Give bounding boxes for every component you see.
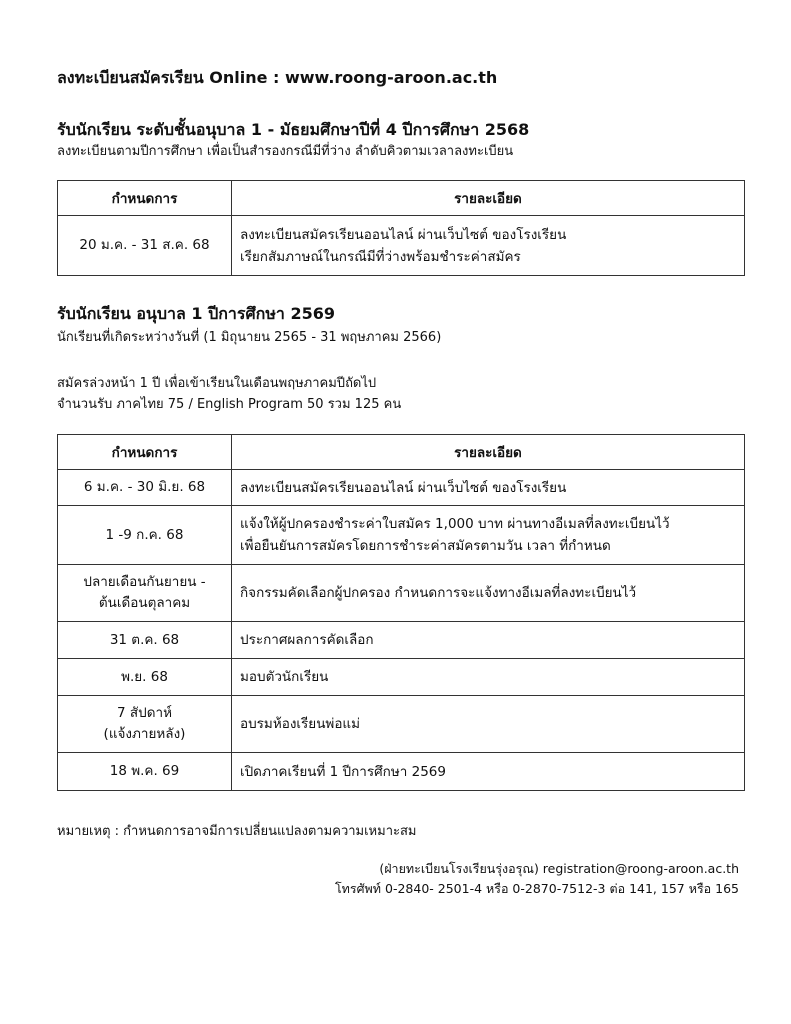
table-cell-date bbox=[58, 659, 232, 696]
table-cell-date bbox=[58, 753, 232, 791]
column-header-detail: รายละเอียด bbox=[232, 181, 745, 216]
table-row bbox=[58, 659, 745, 696]
detail-line: อบรมห้องเรียนพ่อแม่ bbox=[240, 716, 361, 732]
section1-title: รับนักเรียน ระดับชั้นอนุบาล 1 - มัธยมศึกษาปีที่ 4 ปีการศึกษา 2568 bbox=[57, 120, 530, 139]
table-cell-detail bbox=[232, 565, 745, 622]
table-row bbox=[58, 753, 745, 791]
footer-contact-phone: โทรศัพท์ 0-2840- 2501-4 หรือ 0-2870-7512-3 ต่อ 141, 157 หรือ 165 bbox=[334, 881, 739, 896]
online-registration-heading: ลงทะเบียนสมัครเรียน Online : www.roong-aroon.ac.th bbox=[57, 68, 498, 87]
table-row bbox=[58, 622, 745, 659]
date-line: พ.ย. 68 bbox=[121, 668, 168, 685]
table-cell-detail bbox=[232, 216, 745, 276]
table-cell-detail bbox=[232, 696, 745, 753]
date-line: ปลายเดือนกันยายน - bbox=[83, 574, 206, 590]
table-cell-detail bbox=[232, 753, 745, 791]
date-line: 6 ม.ค. - 30 มิ.ย. 68 bbox=[83, 479, 206, 495]
table-row bbox=[58, 696, 745, 753]
table-cell-date bbox=[58, 622, 232, 659]
table-cell-date bbox=[58, 696, 232, 753]
table-row bbox=[58, 506, 745, 565]
table-cell-date: 20 ม.ค. - 31 ส.ค. 68 bbox=[58, 216, 232, 276]
date-line: 18 พ.ค. 69 bbox=[109, 763, 180, 779]
date-line: 31 ต.ค. 68 bbox=[109, 631, 180, 648]
detail-line: มอบตัวนักเรียน bbox=[240, 669, 329, 685]
table-row bbox=[58, 565, 745, 622]
detail-line: แจ้งให้ผู้ปกครองชำระค่าใบสมัคร 1,000 บาท ผ่านทางอีเมลที่ลงทะเบียนไว้ bbox=[240, 516, 670, 532]
section2-birth-range: นักเรียนที่เกิดระหว่างวันที่ (1 มิถุนายน 2565 - 31 พฤษภาคม 2566) bbox=[57, 330, 442, 345]
table-cell-detail bbox=[232, 506, 745, 565]
detail-line: ประกาศผลการคัดเลือก bbox=[240, 632, 374, 648]
remark-note: หมายเหตุ : กำหนดการอาจมีการเปลี่ยนแปลงตามความเหมาะสม bbox=[57, 824, 417, 839]
detail-line: กิจกรรมคัดเลือกผู้ปกครอง กำหนดการจะแจ้งทางอีเมลที่ลงทะเบียนไว้ bbox=[240, 585, 637, 601]
column-header-detail: รายละเอียด bbox=[232, 435, 745, 470]
column-header-date: กำหนดการ bbox=[58, 181, 232, 216]
detail-line: เรียกสัมภาษณ์ในกรณีมีที่ว่างพร้อมชำระค่าสมัคร bbox=[240, 248, 521, 265]
date-line: 7 สัปดาห์ bbox=[117, 705, 172, 721]
table-cell-detail bbox=[232, 622, 745, 659]
table-row bbox=[58, 470, 745, 506]
table-header-row bbox=[58, 435, 745, 470]
date-line: 1 -9 ก.ค. 68 bbox=[105, 526, 184, 543]
table-row bbox=[58, 216, 745, 276]
section2-title: รับนักเรียน อนุบาล 1 ปีการศึกษา 2569 bbox=[57, 304, 335, 323]
detail-line: เปิดภาคเรียนที่ 1 ปีการศึกษา 2569 bbox=[240, 763, 446, 780]
table-cell-date bbox=[58, 470, 232, 506]
section2-intake-count: จำนวนรับ ภาคไทย 75 / English Program 50 รวม 125 คน bbox=[57, 397, 402, 412]
detail-line: ลงทะเบียนสมัครเรียนออนไลน์ ผ่านเว็บไซต์ ของโรงเรียน bbox=[240, 226, 567, 243]
table-cell-detail bbox=[232, 659, 745, 696]
section1-schedule-table bbox=[57, 180, 745, 276]
table-header-row bbox=[58, 181, 745, 216]
footer-contact-email: (ฝ่ายทะเบียนโรงเรียนรุ่งอรุณ) registration@roong-aroon.ac.th bbox=[379, 861, 739, 876]
detail-line: ลงทะเบียนสมัครเรียนออนไลน์ ผ่านเว็บไซต์ ของโรงเรียน bbox=[240, 479, 567, 496]
section2-advance-note: สมัครล่วงหน้า 1 ปี เพื่อเข้าเรียนในเดือนพฤษภาคมปีถัดไป bbox=[57, 376, 377, 391]
table-cell-date bbox=[58, 565, 232, 622]
column-header-date: กำหนดการ bbox=[58, 435, 232, 470]
table-cell-detail bbox=[232, 470, 745, 506]
section2-schedule-table bbox=[57, 434, 745, 791]
section1-subtitle: ลงทะเบียนตามปีการศึกษา เพื่อเป็นสำรองกรณีมีที่ว่าง ลำดับคิวตามเวลาลงทะเบียน bbox=[57, 144, 514, 159]
detail-line: เพื่อยืนยันการสมัครโดยการชำระค่าสมัครตามวัน เวลา ที่กำหนด bbox=[240, 538, 611, 554]
table-cell-date bbox=[58, 506, 232, 565]
date-line: ต้นเดือนตุลาคม bbox=[98, 595, 191, 611]
date-line: (แจ้งภายหลัง) bbox=[103, 726, 186, 742]
